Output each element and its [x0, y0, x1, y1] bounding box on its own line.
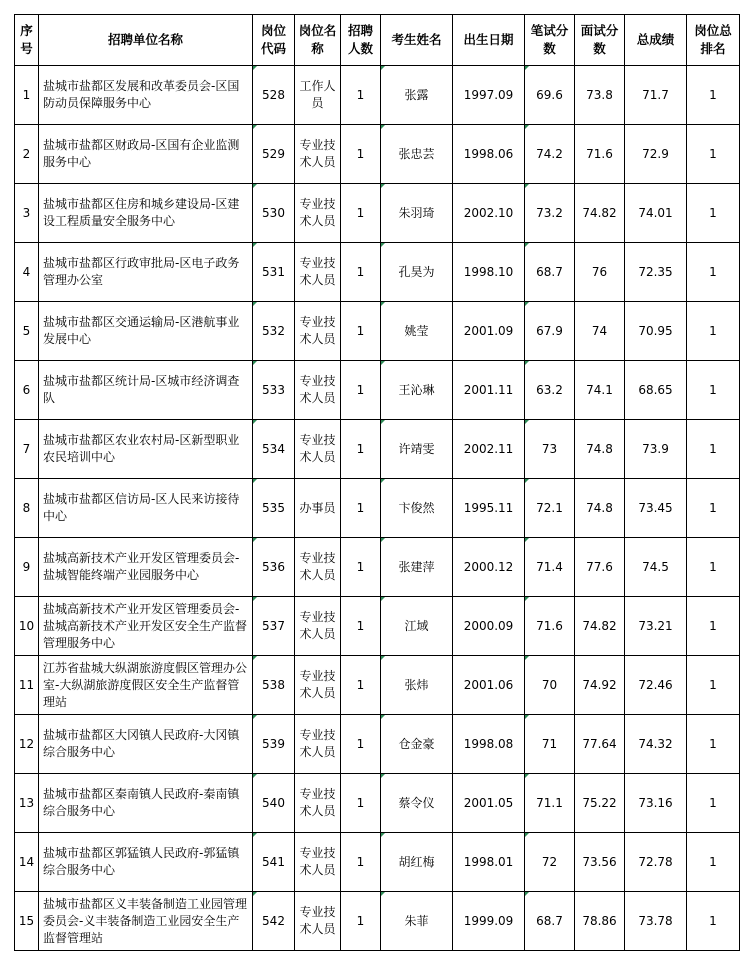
cell-total: 73.45	[625, 479, 687, 538]
cell-total: 71.7	[625, 66, 687, 125]
cell-interview: 74.8	[575, 420, 625, 479]
header-interview: 面试分数	[575, 15, 625, 66]
cell-birth: 2001.09	[453, 302, 525, 361]
cell-seq: 9	[15, 538, 39, 597]
cell-seq: 12	[15, 715, 39, 774]
table-row	[15, 656, 740, 715]
cell-count: 1	[341, 715, 381, 774]
header-post: 岗位名称	[295, 15, 341, 66]
cell-count: 1	[341, 656, 381, 715]
table-row	[15, 184, 740, 243]
cell-total: 68.65	[625, 361, 687, 420]
cell-count: 1	[341, 538, 381, 597]
cell-seq: 4	[15, 243, 39, 302]
table-row	[15, 479, 740, 538]
cell-unit: 盐城市盐都区住房和城乡建设局-区建设工程质量安全服务中心	[39, 184, 253, 243]
cell-unit: 盐城市盐都区秦南镇人民政府-秦南镇综合服务中心	[39, 774, 253, 833]
cell-unit: 盐城市盐都区大冈镇人民政府-大冈镇综合服务中心	[39, 715, 253, 774]
cell-interview: 78.86	[575, 892, 625, 951]
cell-birth: 1997.09	[453, 66, 525, 125]
cell-count: 1	[341, 125, 381, 184]
cell-interview: 74.82	[575, 184, 625, 243]
cell-seq: 3	[15, 184, 39, 243]
table-row	[15, 302, 740, 361]
cell-post: 专业技术人员	[295, 125, 341, 184]
cell-code: 529	[253, 125, 295, 184]
cell-interview: 74.8	[575, 479, 625, 538]
cell-code: 536	[253, 538, 295, 597]
cell-code: 530	[253, 184, 295, 243]
cell-unit: 盐城市盐都区发展和改革委员会-区国防动员保障服务中心	[39, 66, 253, 125]
header-code: 岗位代码	[253, 15, 295, 66]
cell-interview: 77.6	[575, 538, 625, 597]
cell-count: 1	[341, 597, 381, 656]
cell-written: 72	[525, 833, 575, 892]
cell-unit: 盐城高新技术产业开发区管理委员会-盐城高新技术产业开发区安全生产监督管理服务中心	[39, 597, 253, 656]
table-row	[15, 125, 740, 184]
cell-code: 540	[253, 774, 295, 833]
cell-rank: 1	[687, 184, 740, 243]
cell-unit: 盐城市盐都区农业农村局-区新型职业农民培训中心	[39, 420, 253, 479]
cell-birth: 1998.06	[453, 125, 525, 184]
table-row	[15, 597, 740, 656]
cell-count: 1	[341, 361, 381, 420]
cell-code: 531	[253, 243, 295, 302]
cell-rank: 1	[687, 833, 740, 892]
cell-interview: 76	[575, 243, 625, 302]
cell-seq: 1	[15, 66, 39, 125]
header-rank: 岗位总排名	[687, 15, 740, 66]
cell-name: 胡红梅	[381, 833, 453, 892]
cell-count: 1	[341, 892, 381, 951]
cell-post: 专业技术人员	[295, 184, 341, 243]
cell-seq: 13	[15, 774, 39, 833]
cell-total: 73.9	[625, 420, 687, 479]
cell-code: 533	[253, 361, 295, 420]
cell-count: 1	[341, 302, 381, 361]
table-row	[15, 774, 740, 833]
table-row	[15, 538, 740, 597]
cell-post: 专业技术人员	[295, 597, 341, 656]
cell-rank: 1	[687, 892, 740, 951]
table-row	[15, 361, 740, 420]
cell-birth: 2000.09	[453, 597, 525, 656]
cell-interview: 71.6	[575, 125, 625, 184]
cell-code: 542	[253, 892, 295, 951]
cell-rank: 1	[687, 420, 740, 479]
cell-rank: 1	[687, 243, 740, 302]
header-count: 招聘人数	[341, 15, 381, 66]
cell-rank: 1	[687, 361, 740, 420]
cell-written: 71.4	[525, 538, 575, 597]
cell-written: 67.9	[525, 302, 575, 361]
header-seq: 序号	[15, 15, 39, 66]
cell-written: 71.1	[525, 774, 575, 833]
cell-birth: 2002.11	[453, 420, 525, 479]
cell-seq: 10	[15, 597, 39, 656]
cell-written: 71	[525, 715, 575, 774]
table-row	[15, 243, 740, 302]
cell-birth: 2001.05	[453, 774, 525, 833]
cell-code: 534	[253, 420, 295, 479]
cell-name: 江域	[381, 597, 453, 656]
cell-birth: 2001.11	[453, 361, 525, 420]
cell-name: 仓金豪	[381, 715, 453, 774]
cell-birth: 1999.09	[453, 892, 525, 951]
table-row	[15, 420, 740, 479]
cell-post: 专业技术人员	[295, 302, 341, 361]
cell-birth: 1998.01	[453, 833, 525, 892]
cell-rank: 1	[687, 538, 740, 597]
cell-unit: 盐城市盐都区财政局-区国有企业监测服务中心	[39, 125, 253, 184]
cell-name: 许靖雯	[381, 420, 453, 479]
cell-name: 张露	[381, 66, 453, 125]
cell-count: 1	[341, 66, 381, 125]
cell-rank: 1	[687, 774, 740, 833]
cell-post: 专业技术人员	[295, 715, 341, 774]
cell-total: 73.16	[625, 774, 687, 833]
header-written: 笔试分数	[525, 15, 575, 66]
table-row	[15, 892, 740, 951]
cell-name: 朱菲	[381, 892, 453, 951]
cell-name: 朱羽琦	[381, 184, 453, 243]
header-row	[15, 15, 740, 66]
cell-birth: 2001.06	[453, 656, 525, 715]
cell-written: 63.2	[525, 361, 575, 420]
cell-code: 528	[253, 66, 295, 125]
cell-code: 541	[253, 833, 295, 892]
cell-count: 1	[341, 774, 381, 833]
cell-post: 办事员	[295, 479, 341, 538]
cell-seq: 5	[15, 302, 39, 361]
cell-interview: 74	[575, 302, 625, 361]
cell-seq: 2	[15, 125, 39, 184]
results-table	[14, 14, 740, 951]
cell-post: 专业技术人员	[295, 538, 341, 597]
header-unit: 招聘单位名称	[39, 15, 253, 66]
cell-interview: 73.56	[575, 833, 625, 892]
cell-name: 姚莹	[381, 302, 453, 361]
cell-count: 1	[341, 833, 381, 892]
cell-code: 537	[253, 597, 295, 656]
cell-total: 72.35	[625, 243, 687, 302]
cell-seq: 14	[15, 833, 39, 892]
cell-post: 专业技术人员	[295, 420, 341, 479]
cell-name: 王沁琳	[381, 361, 453, 420]
cell-unit: 盐城市盐都区统计局-区城市经济调查队	[39, 361, 253, 420]
cell-rank: 1	[687, 715, 740, 774]
cell-post: 专业技术人员	[295, 774, 341, 833]
cell-rank: 1	[687, 125, 740, 184]
cell-seq: 7	[15, 420, 39, 479]
cell-code: 535	[253, 479, 295, 538]
cell-total: 72.46	[625, 656, 687, 715]
cell-rank: 1	[687, 302, 740, 361]
cell-birth: 1998.08	[453, 715, 525, 774]
cell-written: 73.2	[525, 184, 575, 243]
cell-count: 1	[341, 479, 381, 538]
cell-rank: 1	[687, 656, 740, 715]
cell-name: 蔡令仪	[381, 774, 453, 833]
cell-written: 68.7	[525, 892, 575, 951]
cell-interview: 74.1	[575, 361, 625, 420]
cell-interview: 73.8	[575, 66, 625, 125]
header-birth: 出生日期	[453, 15, 525, 66]
cell-post: 专业技术人员	[295, 361, 341, 420]
cell-count: 1	[341, 243, 381, 302]
cell-unit: 盐城市盐都区义丰装备制造工业园管理委员会-义丰装备制造工业园安全生产监督管理站	[39, 892, 253, 951]
cell-seq: 6	[15, 361, 39, 420]
cell-interview: 75.22	[575, 774, 625, 833]
cell-written: 74.2	[525, 125, 575, 184]
cell-birth: 1998.10	[453, 243, 525, 302]
cell-written: 72.1	[525, 479, 575, 538]
cell-rank: 1	[687, 597, 740, 656]
cell-unit: 盐城市盐都区郭猛镇人民政府-郭猛镇综合服务中心	[39, 833, 253, 892]
header-name: 考生姓名	[381, 15, 453, 66]
cell-code: 539	[253, 715, 295, 774]
cell-post: 工作人员	[295, 66, 341, 125]
cell-written: 71.6	[525, 597, 575, 656]
table-row	[15, 715, 740, 774]
cell-birth: 1995.11	[453, 479, 525, 538]
cell-total: 73.21	[625, 597, 687, 656]
cell-total: 73.78	[625, 892, 687, 951]
cell-post: 专业技术人员	[295, 892, 341, 951]
cell-code: 532	[253, 302, 295, 361]
cell-total: 72.78	[625, 833, 687, 892]
cell-seq: 15	[15, 892, 39, 951]
cell-code: 538	[253, 656, 295, 715]
cell-unit: 盐城市盐都区交通运输局-区港航事业发展中心	[39, 302, 253, 361]
cell-post: 专业技术人员	[295, 656, 341, 715]
table-row	[15, 833, 740, 892]
cell-post: 专业技术人员	[295, 243, 341, 302]
cell-interview: 77.64	[575, 715, 625, 774]
cell-count: 1	[341, 184, 381, 243]
cell-unit: 盐城市盐都区行政审批局-区电子政务管理办公室	[39, 243, 253, 302]
cell-unit: 盐城市盐都区信访局-区人民来访接待中心	[39, 479, 253, 538]
cell-rank: 1	[687, 479, 740, 538]
cell-name: 张炜	[381, 656, 453, 715]
cell-interview: 74.92	[575, 656, 625, 715]
cell-unit: 江苏省盐城大纵湖旅游度假区管理办公室-大纵湖旅游度假区安全生产监督管理站	[39, 656, 253, 715]
cell-name: 张忠芸	[381, 125, 453, 184]
cell-name: 张建萍	[381, 538, 453, 597]
cell-total: 74.5	[625, 538, 687, 597]
cell-unit: 盐城高新技术产业开发区管理委员会-盐城智能终端产业园服务中心	[39, 538, 253, 597]
cell-post: 专业技术人员	[295, 833, 341, 892]
cell-total: 72.9	[625, 125, 687, 184]
cell-count: 1	[341, 420, 381, 479]
cell-name: 孔昊为	[381, 243, 453, 302]
cell-seq: 8	[15, 479, 39, 538]
header-total: 总成绩	[625, 15, 687, 66]
table-row	[15, 66, 740, 125]
cell-name: 卞俊然	[381, 479, 453, 538]
cell-written: 73	[525, 420, 575, 479]
cell-interview: 74.82	[575, 597, 625, 656]
cell-birth: 2000.12	[453, 538, 525, 597]
cell-total: 74.01	[625, 184, 687, 243]
cell-total: 70.95	[625, 302, 687, 361]
cell-written: 68.7	[525, 243, 575, 302]
cell-rank: 1	[687, 66, 740, 125]
cell-total: 74.32	[625, 715, 687, 774]
cell-written: 70	[525, 656, 575, 715]
cell-seq: 11	[15, 656, 39, 715]
cell-written: 69.6	[525, 66, 575, 125]
cell-birth: 2002.10	[453, 184, 525, 243]
